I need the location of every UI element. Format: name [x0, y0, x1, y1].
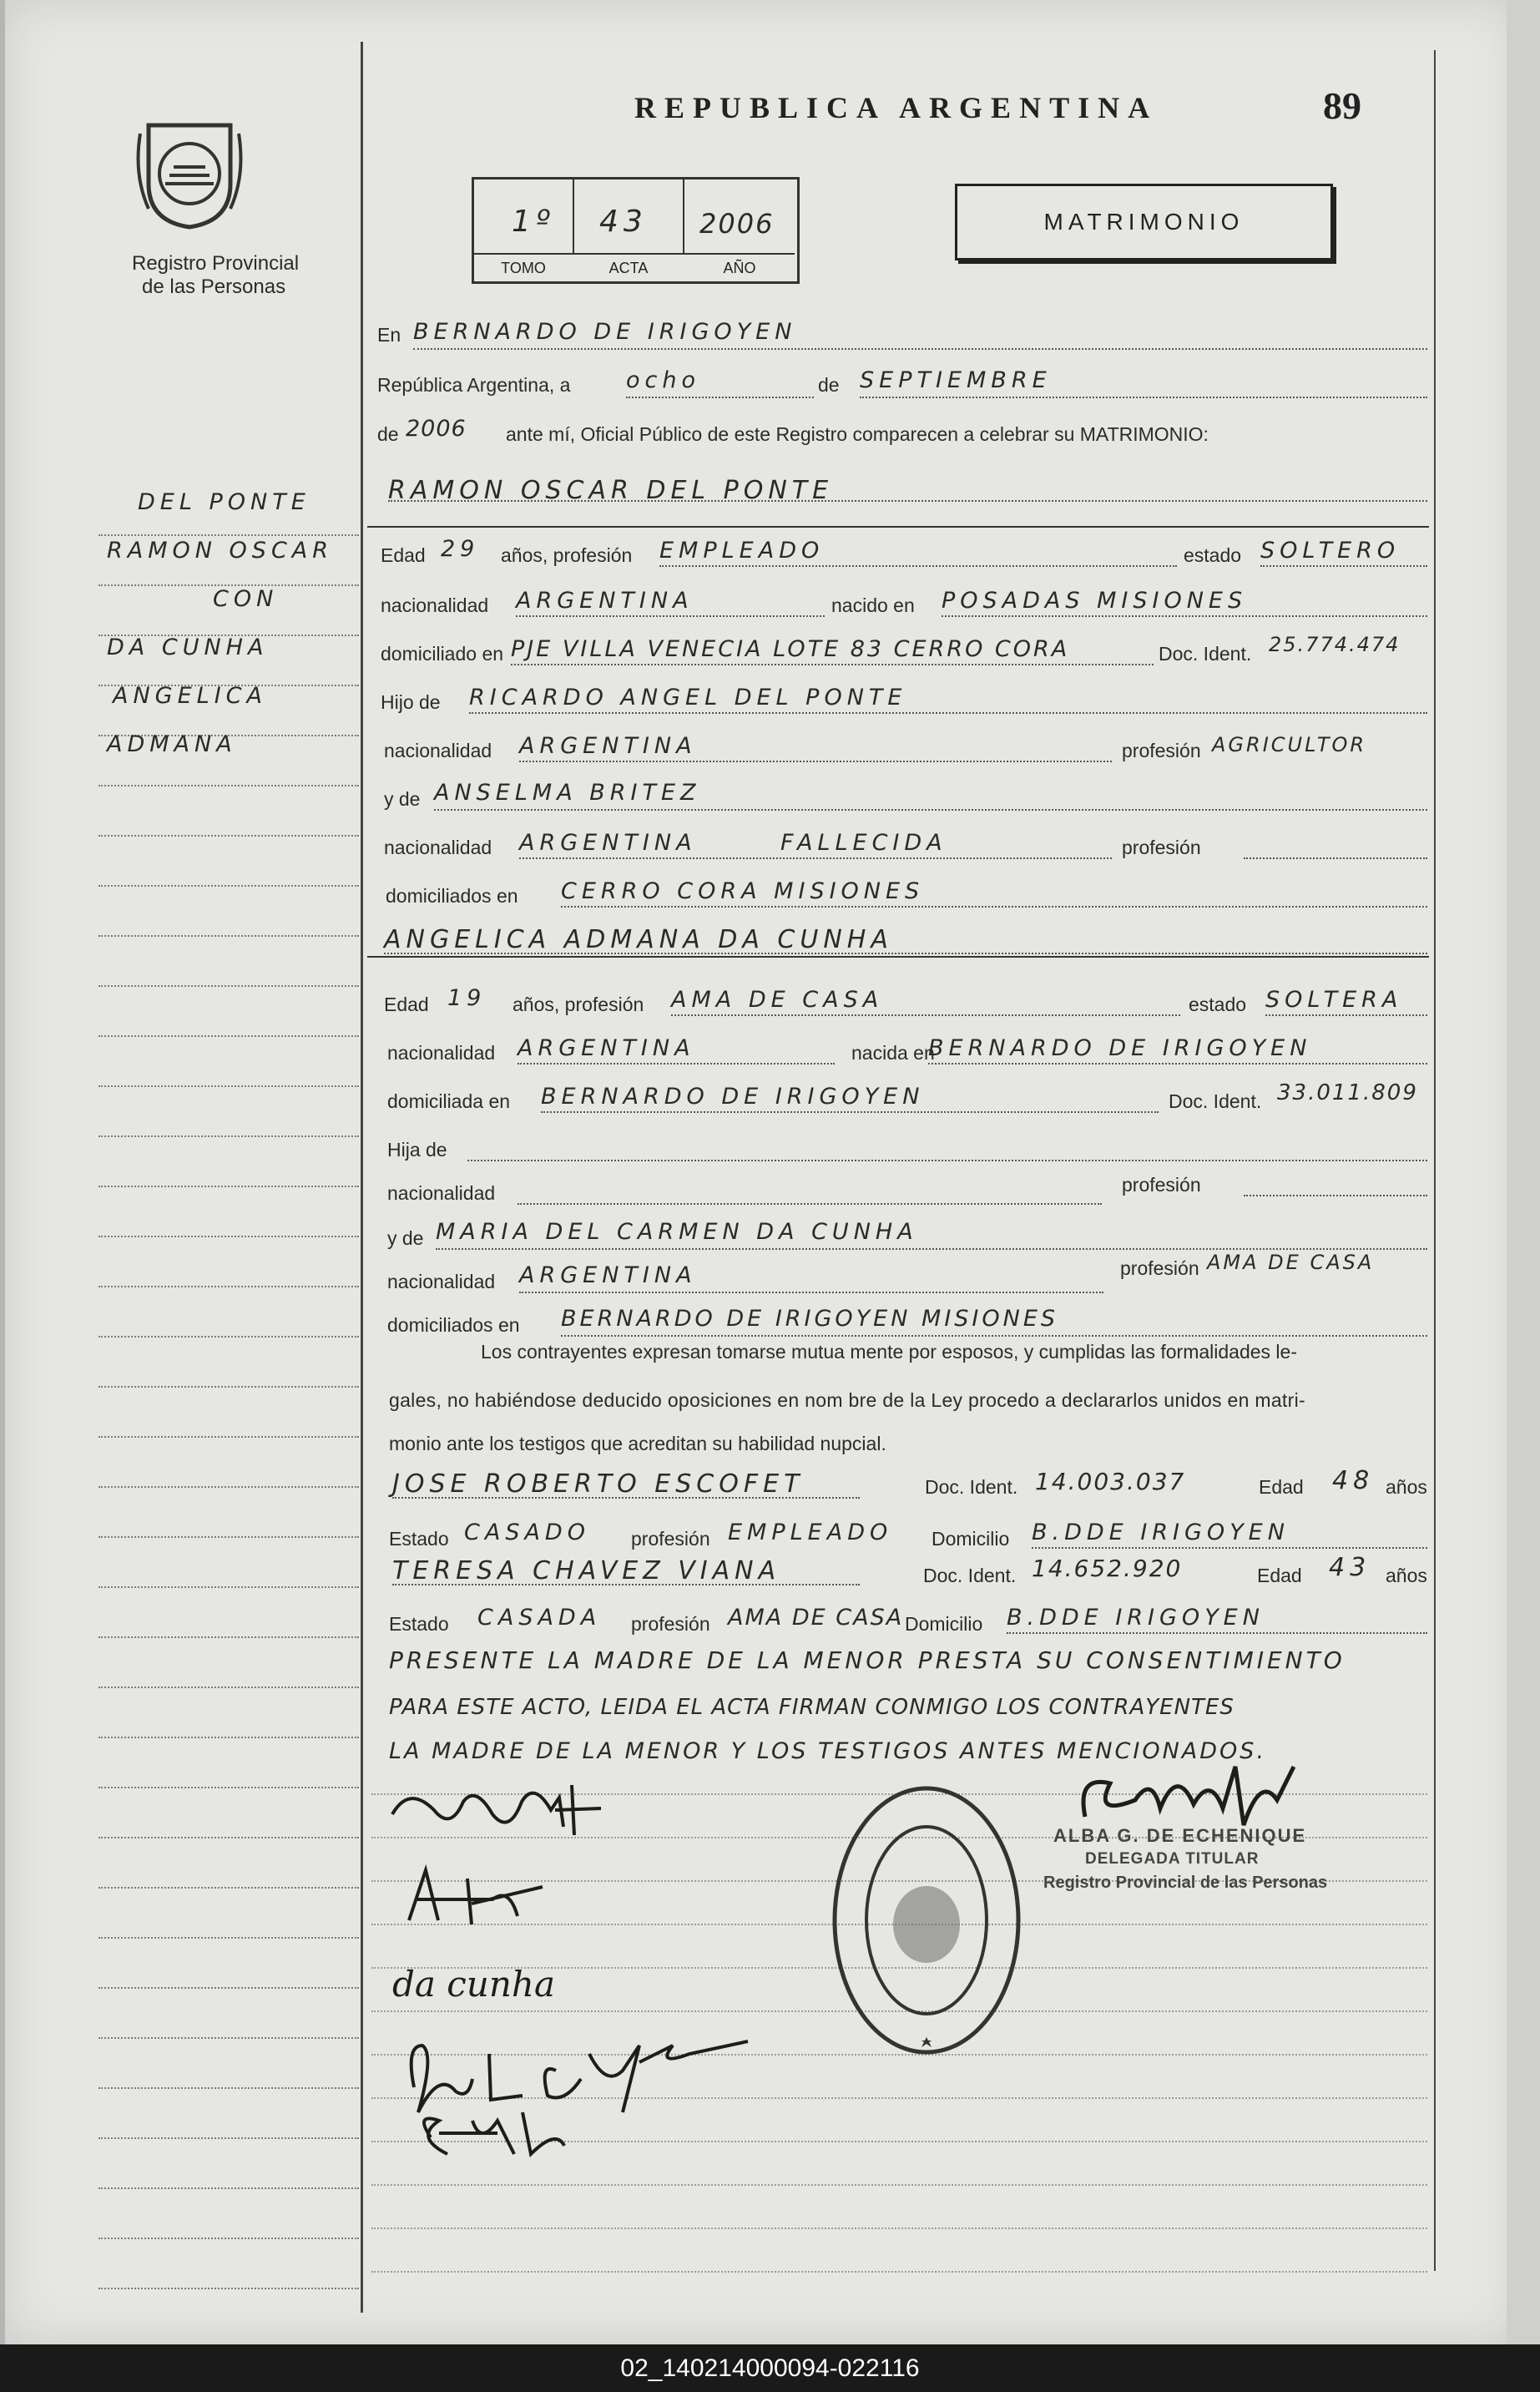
official-role: DELEGADA TITULAR [1085, 1850, 1260, 1868]
bride-status: SOLTERA [1265, 987, 1403, 1013]
de-label: de [818, 374, 840, 396]
groom-father-prof-label: profesión [1122, 740, 1201, 761]
groom-edad-label: Edad [381, 544, 426, 566]
registry-title [132, 252, 299, 299]
footer-id: 02_140214000094-022116 [0, 2344, 1540, 2392]
groom-mother-nationality: ARGENTINA [519, 830, 697, 856]
country-title: REPUBLICA ARGENTINA [634, 91, 1159, 124]
registry-line-1: Registro Provincial [132, 252, 300, 275]
month: SEPTIEMBRE [860, 367, 1052, 393]
document-type-box: MATRIMONIO [955, 184, 1333, 260]
bride-birthplace: BERNARDO DE IRIGOYEN [928, 1035, 1312, 1061]
margin-name-5: ANGELICA [113, 683, 267, 709]
witness2-estado-label: Estado [389, 1613, 449, 1635]
section-divider-2 [367, 956, 1429, 958]
province-seal-icon [132, 117, 247, 232]
bride-hija-label: Hija de [387, 1139, 447, 1161]
republica-label: República Argentina, a [377, 374, 571, 396]
de-year-label: de [377, 423, 399, 445]
bride-father-nac-label: nacionalidad [387, 1182, 496, 1204]
ano-label: AÑO [684, 253, 795, 281]
bride-edad-label: Edad [384, 994, 429, 1015]
bride-mother-nationality: ARGENTINA [519, 1262, 697, 1288]
groom-mother: ANSELMA BRITEZ [434, 780, 701, 806]
groom-birthplace: POSADAS MISIONES [942, 588, 1248, 614]
bride-signature: da cunha [392, 1964, 555, 2005]
note-line-3: LA MADRE DE LA MENOR Y LOS TESTIGOS ANTES MENCIONADOS. [389, 1738, 1267, 1764]
witness1-prof-label: profesión [631, 1528, 710, 1550]
groom-father-nationality: ARGENTINA [519, 733, 697, 759]
witness1-age: 48 [1332, 1466, 1375, 1495]
witness1-anos-label: años [1386, 1476, 1427, 1498]
statement: ante mí, Oficial Público de este Registro comparecen a celebrar su MATRIMONIO: [506, 423, 1209, 445]
groom-nac-label: nacionalidad [381, 594, 489, 616]
official-name: ALBA G. DE ECHENIQUE [1053, 1825, 1307, 1846]
witness1-status: CASADO [464, 1520, 590, 1545]
groom-hijo-label: Hijo de [381, 691, 441, 713]
bride-father-prof-label: profesión [1122, 1174, 1201, 1196]
groom-age: 29 [441, 536, 480, 562]
tomo-label: TOMO [474, 253, 573, 281]
groom-name: RAMON OSCAR DEL PONTE [388, 476, 834, 505]
witness1-dom-label: Domicilio [932, 1528, 1010, 1550]
book-edge [1507, 0, 1540, 2344]
witness1-estado-label: Estado [389, 1528, 449, 1550]
groom-mother-prof-label: profesión [1122, 837, 1201, 858]
groom-father-nac-label: nacionalidad [384, 740, 492, 761]
margin-name-6: ADMANA [107, 731, 237, 757]
groom-nationality: ARGENTINA [516, 588, 694, 614]
witness1-edad-label: Edad [1259, 1476, 1304, 1498]
witness2-address: B.DDE IRIGOYEN [1007, 1605, 1265, 1631]
bride-doc: 33.011.809 [1277, 1080, 1418, 1105]
official-office: Registro Provincial de las Personas [1043, 1874, 1328, 1892]
margin-line [361, 42, 363, 2313]
section-divider-1 [367, 526, 1429, 528]
groom-address: PJE VILLA VENECIA LOTE 83 CERRO CORA [511, 636, 1070, 662]
bride-estado-label: estado [1189, 994, 1247, 1015]
bride-nac-label: nacionalidad [387, 1042, 496, 1064]
witness2-age: 43 [1329, 1553, 1371, 1582]
groom-profession: EMPLEADO [659, 538, 825, 564]
bride-mother-nac-label: nacionalidad [387, 1271, 496, 1292]
bride-mother-prof-label: profesión [1120, 1257, 1199, 1279]
groom-parents-address: CERRO CORA MISIONES [561, 878, 925, 904]
tomo-value: 1º [512, 205, 555, 239]
groom-estado-label: estado [1184, 544, 1242, 566]
witness1-doc-label: Doc. Ident. [925, 1476, 1018, 1498]
bride-anos-prof-label: años, profesión [512, 994, 644, 1015]
groom-nacido-label: nacido en [831, 594, 915, 616]
declaration-line-2: gales, no habiéndose deducido oposiciones en nom bre de la Ley procedo a declararlos unidos en matri- [389, 1389, 1305, 1411]
groom-status: SOLTERO [1260, 538, 1401, 564]
groom-doc-label: Doc. Ident. [1159, 643, 1252, 665]
margin-name-4: DA CUNHA [107, 635, 269, 660]
witness-signature-1 [392, 1853, 559, 1937]
bride-age: 19 [447, 985, 487, 1011]
margin-name-1: DEL PONTE [138, 489, 311, 515]
bride-mother: MARIA DEL CARMEN DA CUNHA [436, 1219, 918, 1245]
witness2-name: TERESA CHAVEZ VIANA [392, 1556, 781, 1585]
bride-address: BERNARDO DE IRIGOYEN [541, 1084, 925, 1110]
note-line-2: PARA ESTE ACTO, LEIDA EL ACTA FIRMAN CONMIGO LOS CONTRAYENTES [389, 1695, 1235, 1720]
bride-mother-profession: AMA DE CASA [1207, 1251, 1375, 1274]
witness2-dom-label: Domicilio [905, 1613, 983, 1635]
groom-father-profession: AGRICULTOR [1212, 733, 1367, 756]
groom-mother-note: FALLECIDA [780, 830, 947, 856]
witness2-status: CASADA [477, 1605, 602, 1631]
registry-line-2: de las Personas [142, 276, 286, 298]
margin-name-2: RAMON OSCAR [107, 538, 334, 564]
en-label: En [377, 324, 401, 346]
note-line-1: PRESENTE LA MADRE DE LA MENOR PRESTA SU CONSENTIMIENTO [389, 1646, 1346, 1674]
witness2-doc-label: Doc. Ident. [923, 1565, 1017, 1586]
place: BERNARDO DE IRIGOYEN [413, 319, 797, 345]
groom-anos-prof-label: años, profesión [501, 544, 633, 566]
acta-label: ACTA [574, 253, 683, 281]
bride-dom-label: domiciliada en [387, 1090, 511, 1112]
groom-doc: 25.774.474 [1269, 633, 1401, 656]
acta-value: 43 [599, 205, 648, 239]
bride-parents-address: BERNARDO DE IRIGOYEN MISIONES [561, 1306, 1059, 1332]
witness2-prof-label: profesión [631, 1613, 710, 1635]
page-number: 89 [1323, 84, 1361, 127]
margin-name-3: CON [213, 586, 279, 612]
witness2-profession: AMA DE CASA [728, 1605, 904, 1631]
bride-y-de-label: y de [387, 1227, 424, 1249]
witness2-anos-label: años [1386, 1565, 1427, 1586]
year: 2006 [406, 416, 467, 442]
declaration-line-1: Los contrayentes expresan tomarse mutua mente por esposos, y cumplidas las formalidades le- [481, 1341, 1297, 1363]
bride-domiciliados-label: domiciliados en [387, 1314, 520, 1336]
witness2-doc: 14.652.920 [1032, 1555, 1183, 1582]
official-stamp-icon [830, 1783, 1023, 2058]
witness1-profession: EMPLEADO [728, 1520, 893, 1545]
register-page [5, 0, 1520, 2344]
groom-domiciliados-label: domiciliados en [386, 885, 518, 907]
witness1-name: JOSE ROBERTO ESCOFET [392, 1469, 805, 1499]
ano-value: 2006 [699, 208, 775, 240]
groom-mother-nac-label: nacionalidad [384, 837, 492, 858]
groom-signature [384, 1768, 626, 1843]
groom-father: RICARDO ANGEL DEL PONTE [469, 685, 907, 711]
witness2-edad-label: Edad [1257, 1565, 1302, 1586]
declaration-line-3: monio ante los testigos que acreditan su habilidad nupcial. [389, 1433, 886, 1454]
register-box [472, 177, 800, 284]
bride-profession: AMA DE CASA [671, 987, 884, 1013]
witness-signature-2 [389, 2020, 756, 2171]
witness1-doc: 14.003.037 [1035, 1468, 1186, 1495]
bride-nationality: ARGENTINA [518, 1035, 695, 1061]
page-right-border [1434, 50, 1436, 2271]
day: ocho [626, 367, 700, 393]
bride-name: ANGELICA ADMANA DA CUNHA [384, 925, 893, 954]
groom-dom-label: domiciliado en [381, 643, 504, 665]
witness1-address: B.DDE IRIGOYEN [1032, 1520, 1290, 1545]
bride-nacida-label: nacida en [851, 1042, 935, 1064]
bride-doc-label: Doc. Ident. [1169, 1090, 1262, 1112]
groom-y-de-label: y de [384, 788, 421, 810]
